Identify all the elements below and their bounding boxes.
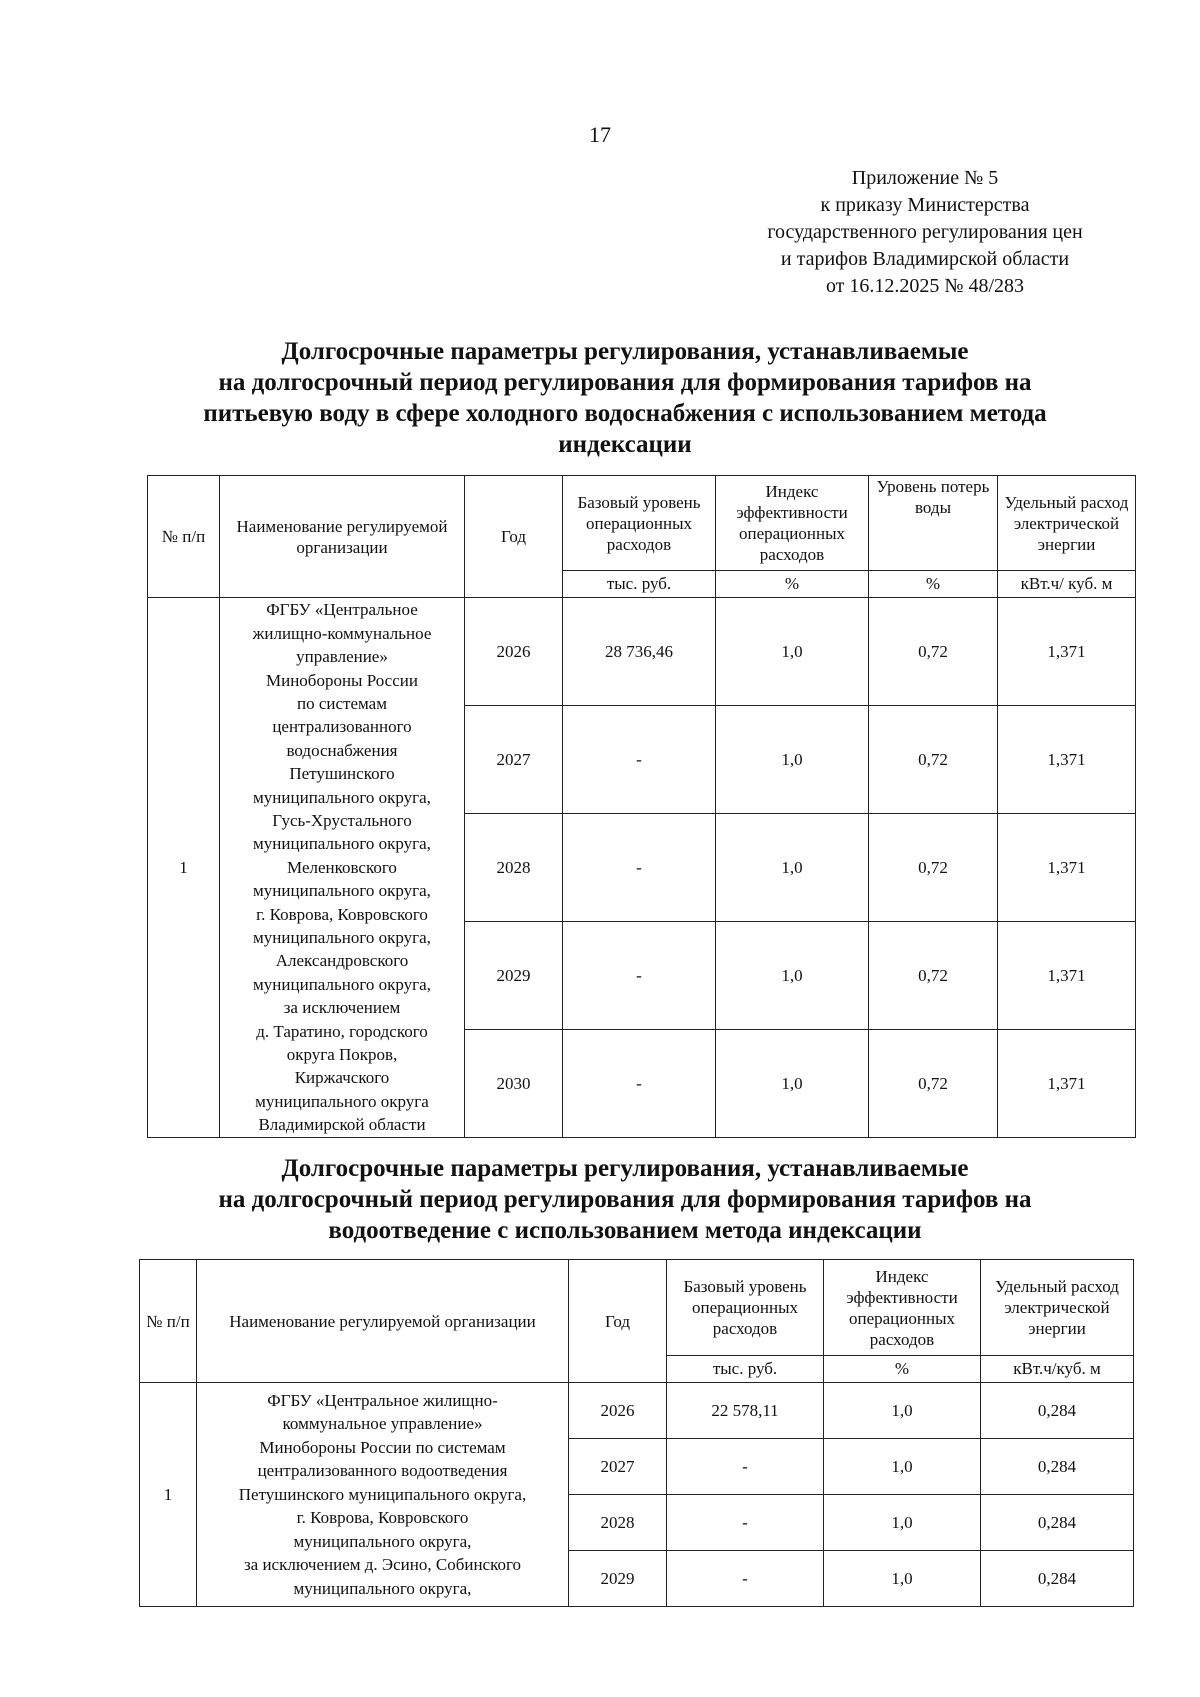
section1-title: [130, 336, 1120, 460]
energy-cell: 0,284: [981, 1551, 1134, 1607]
energy-cell: 1,371: [998, 706, 1136, 814]
header-base: Базовый уровень операционных расходов: [563, 476, 716, 571]
loss-cell: 0,72: [869, 1030, 998, 1138]
base-cell: -: [667, 1495, 824, 1551]
energy-cell: 0,284: [981, 1383, 1134, 1439]
appendix-line: государственного регулирования цен: [767, 221, 1083, 243]
appendix-line: к приказу Министерства: [820, 194, 1030, 216]
base-cell: -: [667, 1439, 824, 1495]
base-cell: -: [563, 1030, 716, 1138]
index-cell: 1,0: [716, 1030, 869, 1138]
year-cell: 2030: [465, 1030, 563, 1138]
base-cell: -: [563, 814, 716, 922]
year-cell: 2026: [465, 598, 563, 706]
header-energy: Удельный расход электрической энергии: [998, 476, 1136, 571]
row-number: 1: [140, 1383, 197, 1607]
table-row: [148, 598, 1136, 706]
section2-title-line: Долгосрочные параметры регулирования, устанавливаемые: [281, 1155, 969, 1182]
energy-cell: 1,371: [998, 598, 1136, 706]
index-cell: 1,0: [824, 1551, 981, 1607]
header-year: Год: [569, 1260, 667, 1383]
index-cell: 1,0: [716, 922, 869, 1030]
water-supply-table: [147, 475, 1136, 1138]
header-org: Наименование регулируемой организации: [220, 476, 465, 598]
year-cell: 2029: [465, 922, 563, 1030]
index-cell: 1,0: [716, 814, 869, 922]
loss-cell: 0,72: [869, 814, 998, 922]
section1-title-line: питьевую воду в сфере холодного водоснабжения с использованием метода: [203, 400, 1047, 427]
index-cell: 1,0: [824, 1383, 981, 1439]
unit-energy: кВт.ч/куб. м: [981, 1356, 1134, 1383]
loss-cell: 0,72: [869, 706, 998, 814]
organization-name: ФГБУ «Центральное жилищно- коммунальное управление» Минобороны России по системам централизованного водоотведения Петушинского муниципального округа, г. Коврова, Ковровского муниципального округа, за исключением д. Эсино, Собинского муниципального округа,: [197, 1383, 569, 1607]
header-base: Базовый уровень операционных расходов: [667, 1260, 824, 1356]
header-loss: Уровень потерь воды: [869, 476, 998, 571]
section1-title-line: на долгосрочный период регулирования для формирования тарифов на: [218, 369, 1032, 396]
header-row: [148, 476, 1136, 571]
base-cell: 22 578,11: [667, 1383, 824, 1439]
table-row: [140, 1383, 1134, 1439]
unit-energy: кВт.ч/ куб. м: [998, 571, 1136, 598]
loss-cell: 0,72: [869, 922, 998, 1030]
energy-cell: 1,371: [998, 922, 1136, 1030]
header-org: Наименование регулируемой организации: [197, 1260, 569, 1383]
header-energy: Удельный расход электрической энергии: [981, 1260, 1134, 1356]
year-cell: 2029: [569, 1551, 667, 1607]
header-year: Год: [465, 476, 563, 598]
year-cell: 2027: [465, 706, 563, 814]
header-index: Индекс эффективности операционных расходов: [824, 1260, 981, 1356]
loss-cell: 0,72: [869, 598, 998, 706]
base-cell: -: [563, 922, 716, 1030]
base-cell: 28 736,46: [563, 598, 716, 706]
section2-title-line: на долгосрочный период регулирования для формирования тарифов на: [218, 1186, 1032, 1213]
unit-index: %: [824, 1356, 981, 1383]
appendix-line: от 16.12.2025 № 48/283: [825, 275, 1025, 297]
section1-title-line: индексации: [558, 431, 692, 458]
index-cell: 1,0: [824, 1495, 981, 1551]
year-cell: 2027: [569, 1439, 667, 1495]
energy-cell: 0,284: [981, 1439, 1134, 1495]
row-number: 1: [148, 598, 220, 1138]
unit-loss: %: [869, 571, 998, 598]
header-row: [140, 1260, 1134, 1356]
appendix-line: и тарифов Владимирской области: [780, 248, 1070, 270]
appendix-line: Приложение № 5: [851, 167, 999, 189]
energy-cell: 1,371: [998, 1030, 1136, 1138]
year-cell: 2028: [569, 1495, 667, 1551]
header-num: № п/п: [148, 476, 220, 598]
base-cell: -: [563, 706, 716, 814]
organization-name: ФГБУ «Центральное жилищно-коммунальное управление» Минобороны России по системам централизованного водоснабжения Петушинского муниципального округа, Гусь-Хрустального муниципального округа, Меленковского муниципального округа, г. Коврова, Ковровского муниципального округа, Александровского муниципального округа, за исключением д. Таратино, городского округа Покров, Киржачского муниципального округа Владимирской области: [220, 598, 465, 1138]
unit-index: %: [716, 571, 869, 598]
index-cell: 1,0: [824, 1439, 981, 1495]
wastewater-table: [139, 1259, 1134, 1607]
section2-title: [130, 1153, 1120, 1246]
appendix-block: [700, 165, 1150, 300]
section2-title-line: водоотведение с использованием метода индексации: [328, 1217, 922, 1244]
year-cell: 2028: [465, 814, 563, 922]
year-cell: 2026: [569, 1383, 667, 1439]
index-cell: 1,0: [716, 598, 869, 706]
header-num: № п/п: [140, 1260, 197, 1383]
section1-title-line: Долгосрочные параметры регулирования, устанавливаемые: [281, 338, 969, 365]
energy-cell: 0,284: [981, 1495, 1134, 1551]
index-cell: 1,0: [716, 706, 869, 814]
header-index: Индекс эффективности операционных расходов: [716, 476, 869, 571]
page-number: 17: [589, 122, 611, 147]
energy-cell: 1,371: [998, 814, 1136, 922]
base-cell: -: [667, 1551, 824, 1607]
unit-base: тыс. руб.: [667, 1356, 824, 1383]
unit-base: тыс. руб.: [563, 571, 716, 598]
